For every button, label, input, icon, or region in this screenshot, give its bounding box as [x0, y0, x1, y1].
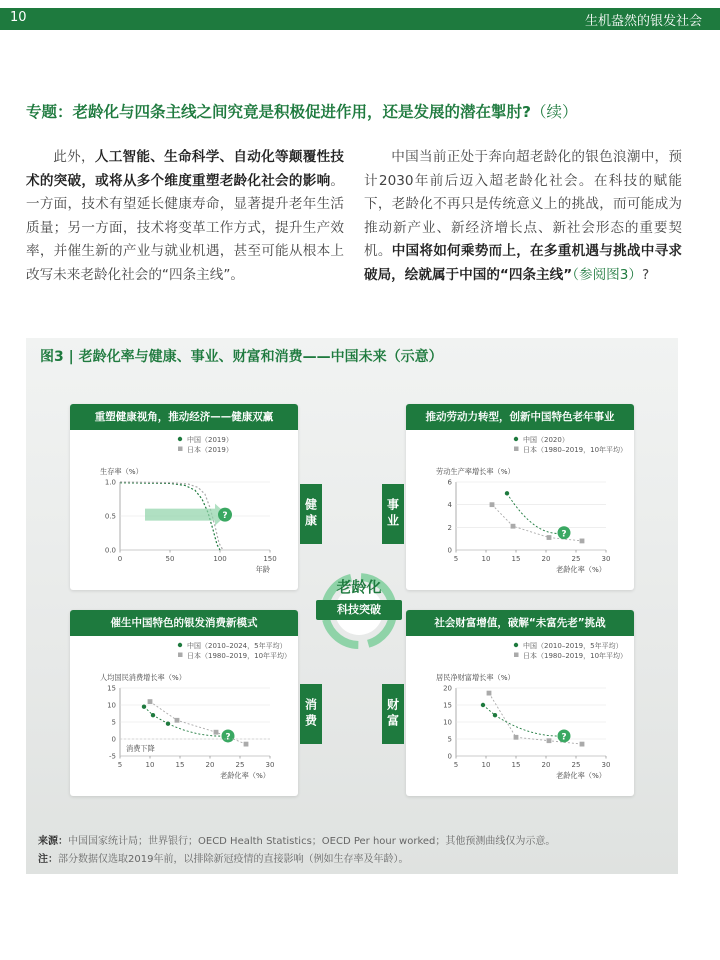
legend-marker-china [514, 437, 518, 441]
topic-title [26, 100, 696, 122]
consumption-decline-annotation: 消费下降 [126, 744, 155, 754]
y-tick-label: 15 [107, 684, 116, 693]
y-axis-label: 劳动生产率增长率（%） [436, 467, 515, 476]
x-tick-label: 100 [213, 555, 227, 563]
y-tick-label: 5 [447, 735, 452, 744]
card-wealth-title: 社会财富增值，破解“未富先老”挑战 [406, 610, 634, 636]
legend-marker-china [178, 437, 182, 441]
data-point-japan [487, 691, 492, 696]
legend-label: 日本（1980–2019，10年平均） [187, 652, 292, 660]
y-tick-label: 0 [447, 546, 452, 555]
figure-panel [26, 338, 678, 874]
topic-title-text: 专题：老龄化与四条主线之间究竟是积极促进作用，还是发展的潜在掣肘? [26, 103, 531, 121]
right-p1-bold: 中国将如何乘势而上，在多重机遇与挑战中寻求破局，绘就属于中国的“四条主线” [364, 243, 683, 283]
source-label: 来源： [38, 836, 68, 847]
x-tick-label: 25 [571, 761, 581, 769]
x-tick-label: 5 [453, 761, 459, 769]
x-tick-label: 30 [601, 761, 611, 769]
x-axis-label: 老龄化率（%） [220, 771, 270, 780]
y-tick-label: -5 [109, 752, 116, 761]
y-axis-label: 人均国民消费增长率（%） [100, 673, 186, 682]
center-label-tech: 科技突破 [316, 600, 402, 620]
x-tick-label: 10 [145, 761, 155, 769]
question-badge-text: ? [561, 732, 567, 743]
projection-line [495, 715, 564, 736]
source-text: 中国国家统计局；世界银行；OECD Health Statistics；OECD Per hour worked；其他预测曲线仅为示意。 [68, 836, 556, 847]
data-point-japan [148, 699, 153, 704]
question-badge-text: ? [561, 529, 567, 540]
left-p1-post: 。一方面，技术有望延长健康寿命，显著提升老年生活质量；另一方面，技术将变革工作方式，提升生产效率，并催生新的产业与就业机遇，甚至可能从根本上改写未来老龄化社会的“四条主线”。 [26, 172, 344, 283]
x-axis-label: 老龄化率（%） [556, 771, 606, 780]
right-p1-end: ? [642, 266, 650, 283]
card-career [406, 404, 634, 590]
side-tab-wealth: 财富 [382, 684, 404, 744]
x-tick-label: 50 [165, 555, 175, 563]
figure-source [38, 832, 555, 847]
center-label-aging: 老龄化 [336, 578, 382, 596]
left-column-text [26, 146, 344, 287]
y-tick-label: 4 [447, 501, 452, 510]
side-tab-career: 事业 [382, 484, 404, 544]
data-point-japan [580, 539, 585, 544]
x-tick-label: 15 [511, 555, 521, 563]
left-p1-bold: 人工智能、生命科学、自动化等颠覆性技术的突破，或将从多个维度重塑老龄化社会的影响 [26, 149, 345, 189]
legend-label: 中国（2019） [187, 436, 233, 444]
figure-reference: （参阅图3） [572, 266, 643, 283]
improvement-arrow-body [145, 509, 215, 521]
y-tick-label: 0.0 [104, 546, 116, 555]
x-axis-label: 年龄 [255, 565, 270, 574]
chart-consumption [70, 636, 298, 796]
x-tick-label: 30 [601, 555, 611, 563]
y-tick-label: 5 [111, 718, 116, 727]
figure-title: 图3 | 老龄化率与健康、事业、财富和消费——中国未来（示意） [40, 349, 443, 365]
card-consumption-title: 催生中国特色的银发消费新模式 [70, 610, 298, 636]
x-tick-label: 15 [175, 761, 185, 769]
card-consumption [70, 610, 298, 796]
projection-line [168, 724, 228, 736]
x-tick-label: 30 [265, 761, 275, 769]
topic-continued: （续） [531, 103, 578, 121]
chart-wealth [406, 636, 634, 796]
trend-line-china [483, 705, 495, 715]
legend-marker-japan [514, 447, 519, 452]
x-tick-label: 0 [117, 555, 123, 563]
legend-label: 中国（2010–2024，5年平均） [187, 642, 287, 650]
data-point-japan [490, 502, 495, 507]
x-tick-label: 25 [571, 555, 581, 563]
legend-label: 日本（1980–2019，10年平均） [523, 446, 628, 454]
data-point-china [505, 491, 509, 495]
trend-line-china [144, 707, 168, 724]
side-tab-health: 健康 [300, 484, 322, 544]
legend-label: 日本（2019） [187, 446, 233, 454]
legend-marker-japan [514, 653, 519, 658]
x-tick-label: 10 [481, 761, 491, 769]
y-axis-label: 居民净财富增长率（%） [436, 673, 515, 682]
section-title: 生机盎然的银发社会 [584, 14, 702, 29]
y-axis-label: 生存率（%） [100, 467, 143, 476]
x-tick-label: 150 [263, 555, 277, 563]
y-tick-label: 6 [447, 478, 452, 487]
y-tick-label: 0.5 [104, 512, 116, 521]
right-p1-pre: 中国当前正处于奔向超老龄化的银色浪潮中，预计2030年前后迈入超老龄化社会。在科技的赋能下，老龄化不再只是传统意义上的挑战，而可能成为推动新产业、新经济增长点、新社会形态的重要契机。 [364, 149, 682, 259]
card-career-title: 推动劳动力转型，创新中国特色老年事业 [406, 404, 634, 430]
y-tick-label: 1.0 [104, 478, 116, 487]
x-tick-label: 5 [117, 761, 123, 769]
x-axis-label: 老龄化率（%） [556, 565, 606, 574]
x-tick-label: 15 [511, 761, 521, 769]
card-health [70, 404, 298, 590]
x-tick-label: 5 [453, 555, 459, 563]
y-tick-label: 0 [111, 735, 116, 744]
side-tab-consumption: 消费 [300, 684, 322, 744]
y-tick-label: 20 [443, 684, 452, 693]
legend-marker-china [514, 643, 518, 647]
legend-label: 中国（2020） [523, 436, 569, 444]
note-text: 部分数据仅选取2019年前，以排除新冠疫情的直接影响（例如生存率及年龄）。 [58, 854, 409, 865]
y-tick-label: 15 [443, 701, 452, 710]
legend-label: 中国（2010–2019，5年平均） [523, 642, 623, 650]
page-number: 10 [10, 10, 27, 25]
card-wealth [406, 610, 634, 796]
y-tick-label: 2 [447, 523, 452, 532]
x-tick-label: 25 [235, 761, 245, 769]
chart-career [406, 430, 634, 590]
y-tick-label: 10 [107, 701, 116, 710]
x-tick-label: 20 [205, 761, 215, 769]
question-badge-text: ? [225, 732, 231, 743]
chart-health [70, 430, 298, 590]
x-tick-label: 10 [481, 555, 491, 563]
legend-marker-china [178, 643, 182, 647]
right-column-text [364, 146, 682, 287]
legend-marker-japan [178, 653, 183, 658]
figure-note [38, 850, 408, 865]
y-tick-label: 0 [447, 752, 452, 761]
legend-label: 日本（1980–2019，10年平均） [523, 652, 628, 660]
y-tick-label: 10 [443, 718, 452, 727]
card-health-title: 重塑健康视角，推动经济——健康双赢 [70, 404, 298, 430]
legend-marker-japan [178, 447, 183, 452]
question-badge-text: ? [222, 511, 228, 522]
data-point-japan [511, 524, 516, 529]
x-tick-label: 20 [541, 761, 551, 769]
note-label: 注： [38, 854, 58, 865]
left-p1-pre: 此外， [53, 149, 95, 165]
x-tick-label: 20 [541, 555, 551, 563]
